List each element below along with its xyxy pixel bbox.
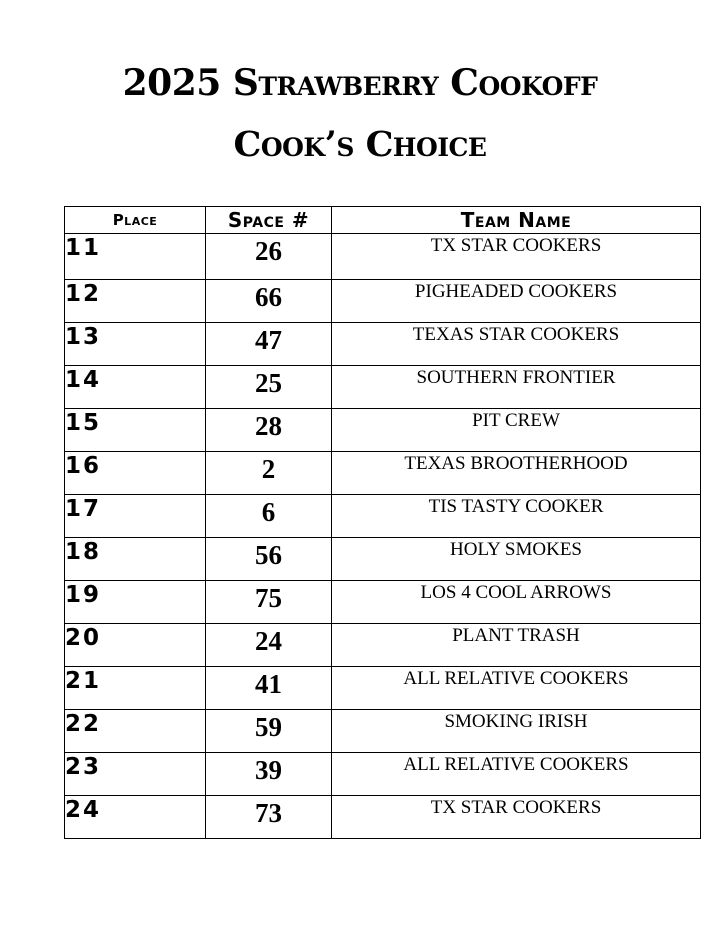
space-number-cell: 59 (206, 710, 332, 753)
table-row (65, 624, 701, 667)
team-name-cell: ALL RELATIVE COOKERS (332, 753, 701, 796)
table-row (65, 409, 701, 452)
place-cell: 23 (65, 753, 206, 796)
team-name-cell: TEXAS STAR COOKERS (332, 323, 701, 366)
place-cell: 24 (65, 796, 206, 839)
space-number-cell: 41 (206, 667, 332, 710)
table-row (65, 538, 701, 581)
team-name-cell: TX STAR COOKERS (332, 234, 701, 280)
results-table (64, 206, 701, 839)
table-row (65, 234, 701, 280)
team-name-cell: TIS TASTY COOKER (332, 495, 701, 538)
space-number-cell: 25 (206, 366, 332, 409)
team-name-cell: SMOKING IRISH (332, 710, 701, 753)
place-cell: 11 (65, 234, 206, 280)
table-row (65, 323, 701, 366)
table-row (65, 753, 701, 796)
place-cell: 18 (65, 538, 206, 581)
space-number-cell: 24 (206, 624, 332, 667)
space-number-cell: 56 (206, 538, 332, 581)
team-name-cell: SOUTHERN FRONTIER (332, 366, 701, 409)
place-cell: 21 (65, 667, 206, 710)
table-row (65, 495, 701, 538)
space-number-cell: 66 (206, 280, 332, 323)
title-line-1: 2025 Strawberry Cookoff (122, 62, 598, 104)
place-cell: 22 (65, 710, 206, 753)
table-row (65, 710, 701, 753)
team-name-cell: HOLY SMOKES (332, 538, 701, 581)
space-number-cell: 47 (206, 323, 332, 366)
space-number-cell: 28 (206, 409, 332, 452)
space-number-cell: 6 (206, 495, 332, 538)
place-cell: 12 (65, 280, 206, 323)
space-number-cell: 39 (206, 753, 332, 796)
space-number-cell: 26 (206, 234, 332, 280)
place-cell: 17 (65, 495, 206, 538)
table-header-row (65, 207, 701, 234)
table-row (65, 366, 701, 409)
space-number-cell: 73 (206, 796, 332, 839)
header-space-number: Space # (206, 207, 332, 234)
place-cell: 19 (65, 581, 206, 624)
table-row (65, 280, 701, 323)
team-name-cell: ALL RELATIVE COOKERS (332, 667, 701, 710)
space-number-cell: 2 (206, 452, 332, 495)
team-name-cell: TX STAR COOKERS (332, 796, 701, 839)
space-number-cell: 75 (206, 581, 332, 624)
table-row (65, 667, 701, 710)
table-body (65, 234, 701, 839)
title-line-2: Cook’s Choice (233, 124, 487, 165)
team-name-cell: LOS 4 COOL ARROWS (332, 581, 701, 624)
place-cell: 15 (65, 409, 206, 452)
place-cell: 20 (65, 624, 206, 667)
team-name-cell: PIT CREW (332, 409, 701, 452)
place-cell: 13 (65, 323, 206, 366)
team-name-cell: PLANT TRASH (332, 624, 701, 667)
document-title (0, 52, 720, 176)
header-place: Place (65, 207, 206, 234)
table-row (65, 452, 701, 495)
place-cell: 14 (65, 366, 206, 409)
table-row (65, 581, 701, 624)
team-name-cell: PIGHEADED COOKERS (332, 280, 701, 323)
place-cell: 16 (65, 452, 206, 495)
header-team-name: Team Name (332, 207, 701, 234)
table-row (65, 796, 701, 839)
team-name-cell: TEXAS BROOTHERHOOD (332, 452, 701, 495)
